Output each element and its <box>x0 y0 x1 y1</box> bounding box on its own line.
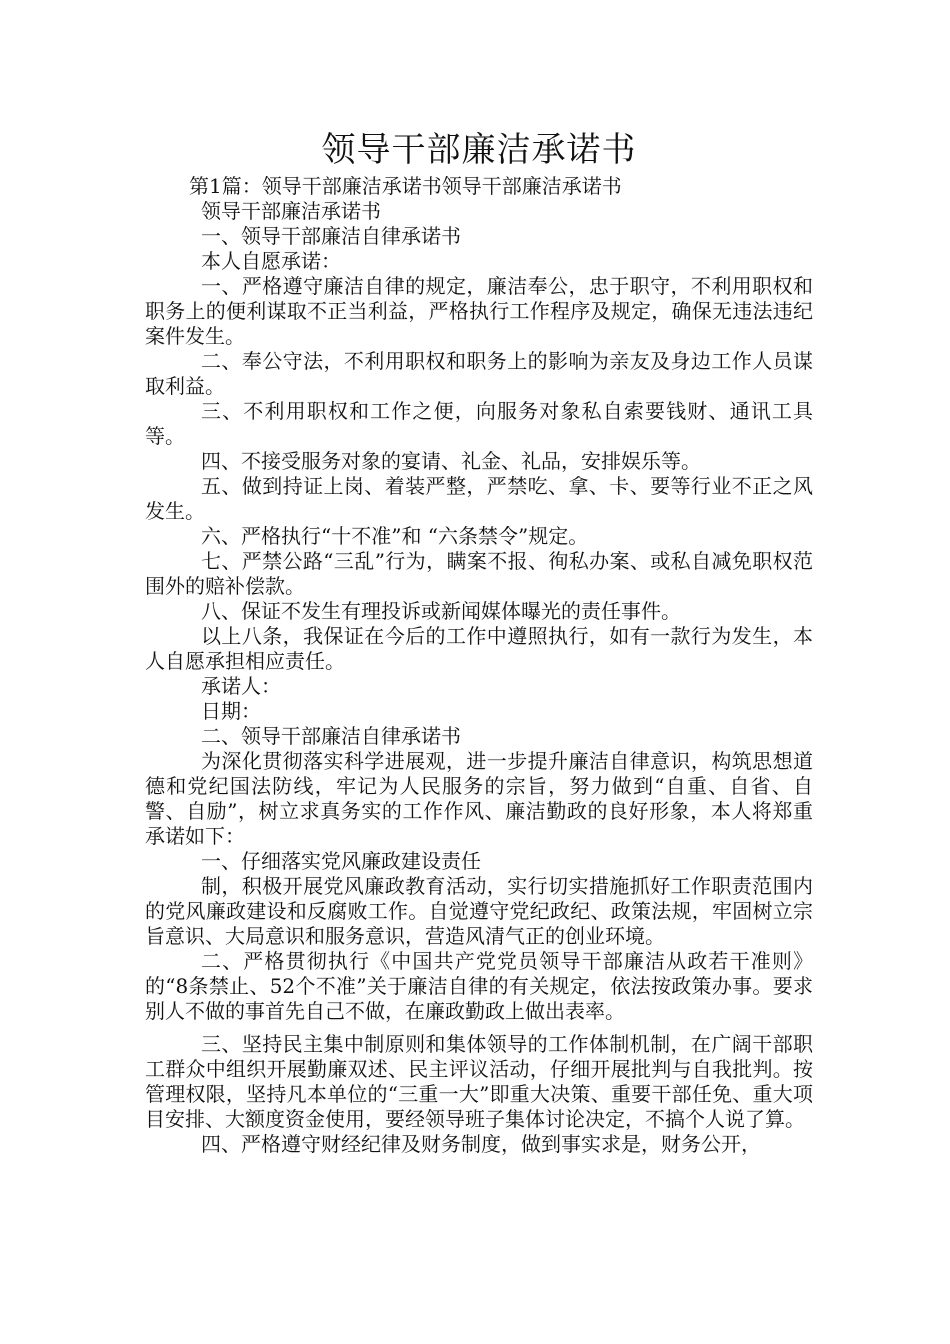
paragraph: 八、保证不发生有理投诉或新闻媒体曝光的责任事件。 <box>201 599 681 623</box>
paragraph: 六、严格执行“十不准”和 “六条禁令”规定。 <box>201 524 589 548</box>
document-title: 领导干部廉洁承诺书 <box>321 130 637 170</box>
paragraph: 本人自愿承诺： <box>201 249 341 273</box>
paragraph: 三、不利用职权和工作之便，向服务对象私自索要钱财、通讯工具等。 <box>145 399 813 448</box>
paragraph: 承诺人： <box>201 674 281 698</box>
paragraph: 为深化贯彻落实科学进展观，进一步提升廉洁自律意识，构筑思想道德和党纪国法防线，牢记为人民服务的宗旨，努力做到“自重、自省、自警、自励”，树立求真务实的工作作风、廉洁勤政的良好形象，本人将郑重承诺如下： <box>145 749 813 848</box>
paragraph: 三、坚持民主集中制原则和集体领导的工作体制机制，在广阔干部职工群众中组织开展勤廉双述、民主评议活动，仔细开展批判与自我批判。按管理权限，坚持凡本单位的“三重一大”即重大决策、重要干部任免、重大项目安排、大额度资金使用，要经领导班子集体讨论决定，不搞个人说了算。 <box>145 1032 813 1131</box>
paragraph: 制，积极开展党风廉政教育活动，实行切实措施抓好工作职责范围内的党风廉政建设和反腐败工作。自觉遵守党纪政纪、政策法规，牢固树立宗旨意识、大局意识和服务意识，营造风清气正的创业环境。 <box>145 874 813 948</box>
paragraph: 四、不接受服务对象的宴请、礼金、礼品，安排娱乐等。 <box>201 449 701 473</box>
paragraph: 四、严格遵守财经纪律及财务制度，做到事实求是，财务公开， <box>201 1132 761 1156</box>
paragraph: 五、做到持证上岗、着装严整，严禁吃、拿、卡、要等行业不正之风发生。 <box>145 474 813 523</box>
paragraph: 二、奉公守法，不利用职权和职务上的影响为亲友及身边工作人员谋取利益。 <box>145 349 813 398</box>
paragraph: 二、严格贯彻执行《中国共产党党员领导干部廉洁从政若干准则》的“8条禁止、52个不准”关于廉洁自律的有关规定，依法按政策办事。要求别人不做的事首先自己不做，在廉政勤政上做出表率。 <box>145 949 813 1023</box>
paragraph: 七、严禁公路“三乱”行为，瞒案不报、徇私办案、或私自减免职权范围外的赔补偿款。 <box>145 549 813 598</box>
document-page <box>145 128 813 1157</box>
paragraph: 一、严格遵守廉洁自律的规定，廉洁奉公，忠于职守，不利用职权和职务上的便利谋取不正当利益，严格执行工作程序及规定，确保无违法违纪案件发生。 <box>145 274 813 348</box>
paragraph: 领导干部廉洁承诺书 <box>201 199 381 223</box>
paragraph: 日期： <box>201 699 261 723</box>
paragraph: 一、仔细落实党风廉政建设责任 <box>201 849 481 873</box>
document-subtitle: 第1篇：领导干部廉洁承诺书领导干部廉洁承诺书 <box>189 174 622 198</box>
paragraph: 二、领导干部廉洁自律承诺书 <box>201 724 461 748</box>
paragraph: 以上八条，我保证在今后的工作中遵照执行，如有一款行为发生，本人自愿承担相应责任。 <box>145 624 813 673</box>
paragraph: 一、领导干部廉洁自律承诺书 <box>201 224 461 248</box>
